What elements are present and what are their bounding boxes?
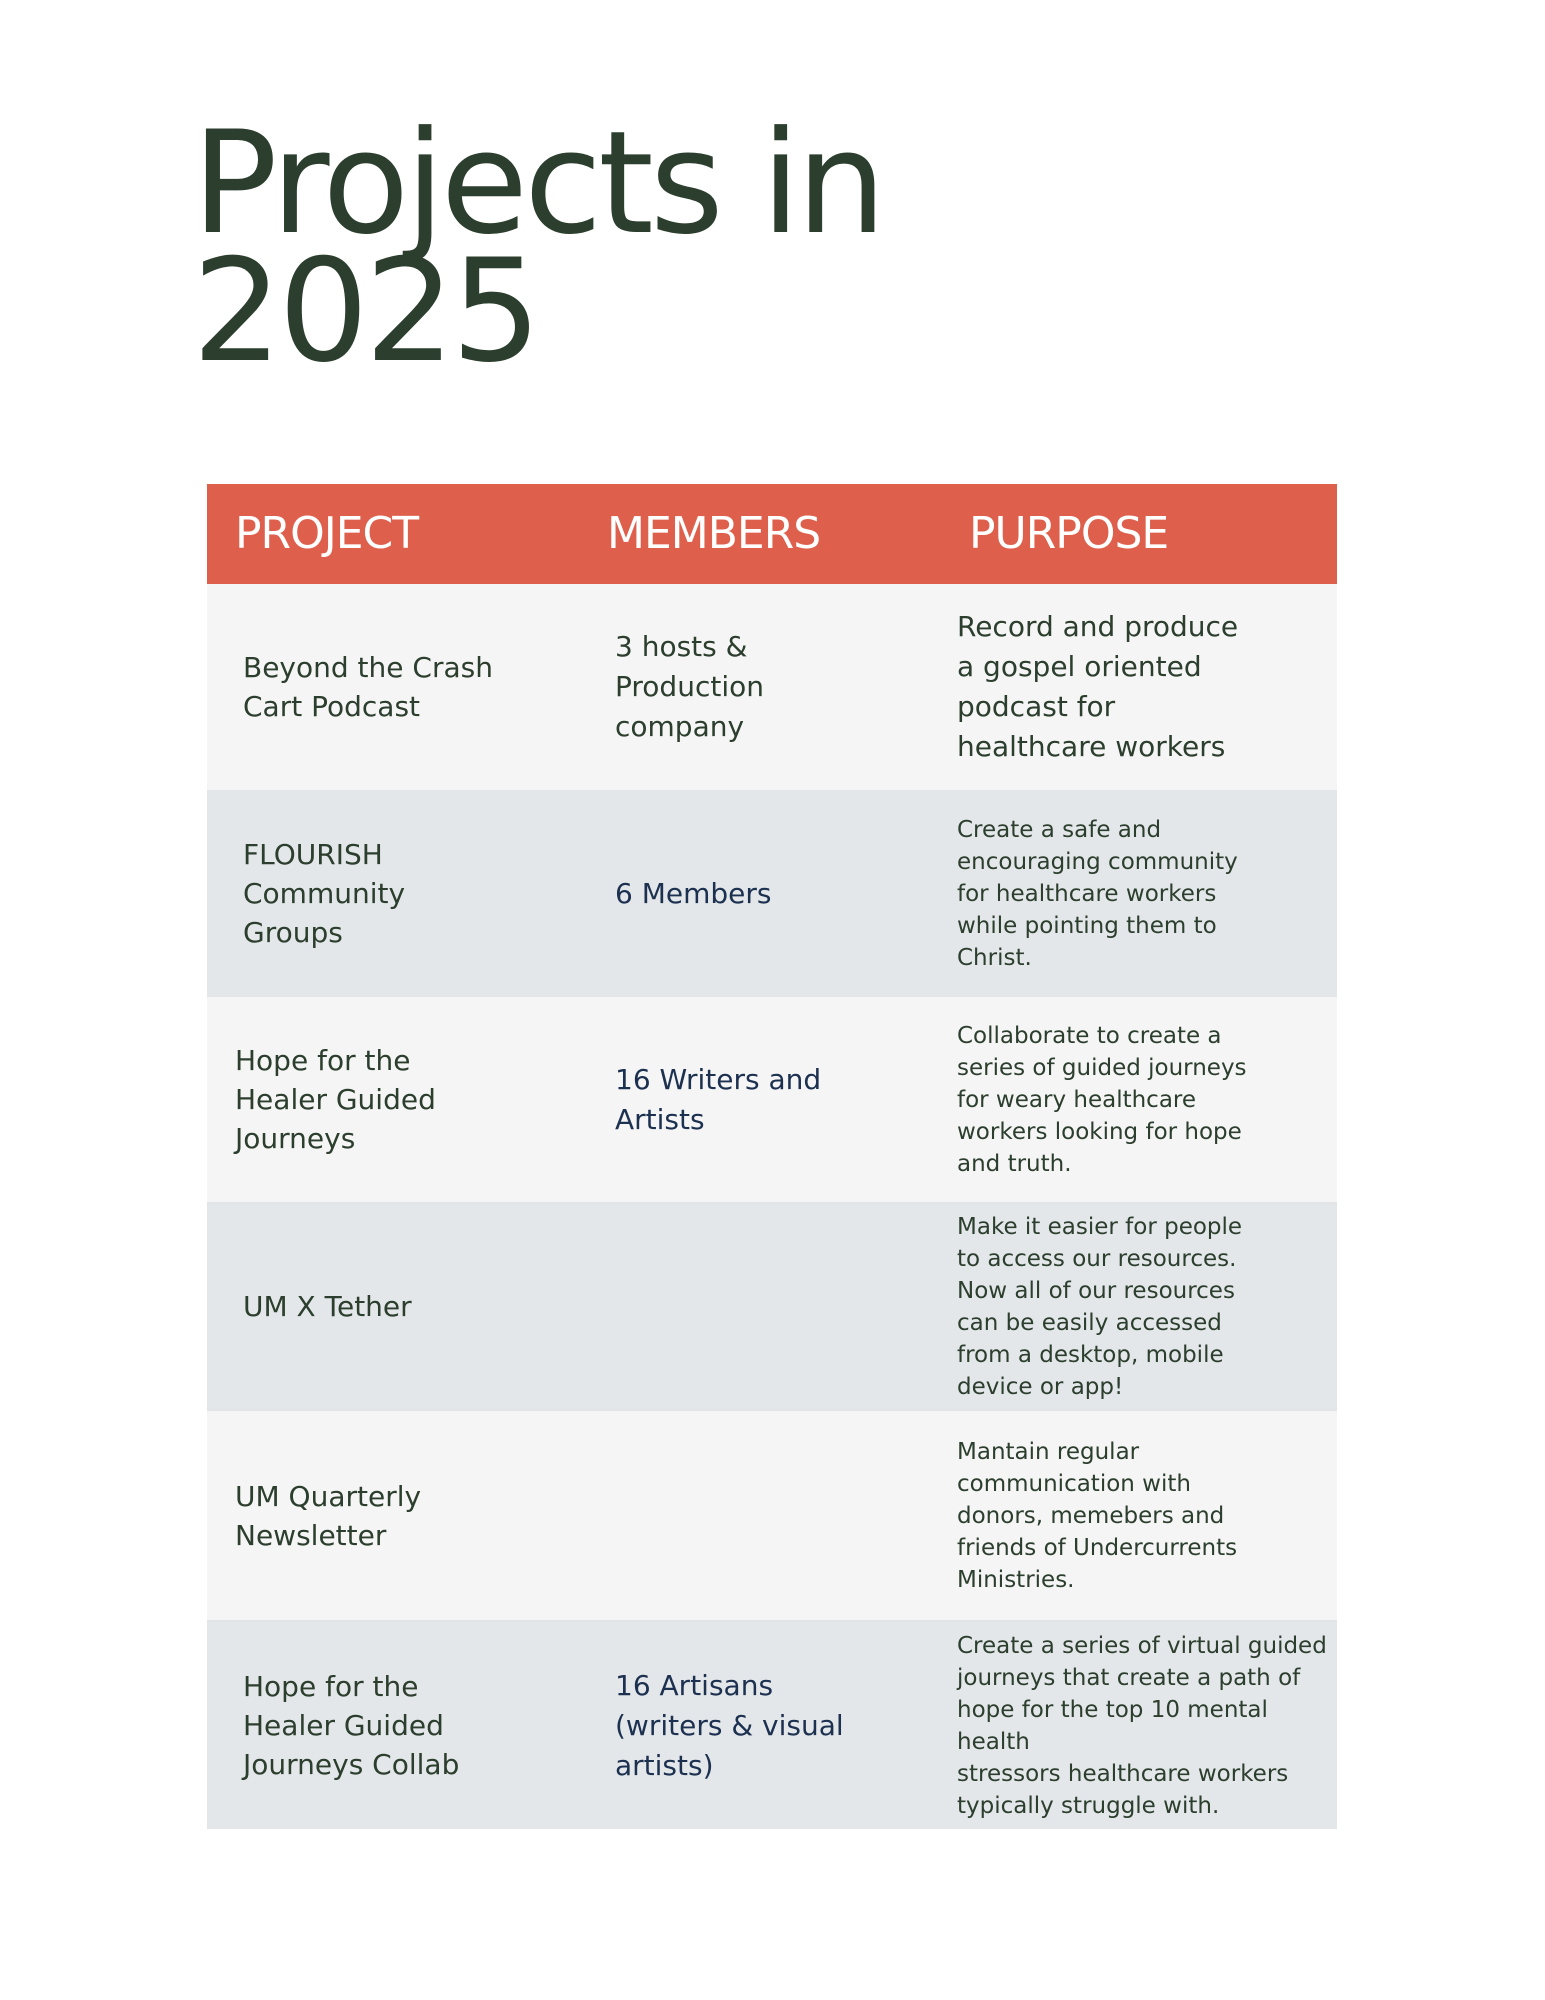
purpose-line: communication with	[957, 1470, 1191, 1497]
page-title-line-2: 2025	[192, 229, 538, 394]
purpose-line: from a desktop, mobile	[957, 1341, 1224, 1368]
purpose-line: while pointing them to	[957, 912, 1217, 939]
project-line: Cart Podcast	[243, 690, 421, 723]
purpose-cell	[957, 1622, 1327, 1829]
page-title-line-1: Projects in	[192, 101, 883, 266]
purpose-line: stressors healthcare workers	[957, 1760, 1289, 1787]
table-header	[207, 484, 1337, 584]
members-line: Production	[615, 670, 764, 703]
project-cell	[243, 584, 563, 790]
project-cell	[243, 1622, 563, 1829]
header-members: MEMBERS	[607, 508, 821, 559]
project-line: UM Quarterly	[235, 1479, 422, 1513]
project-line: UM X Tether	[243, 1290, 412, 1323]
purpose-line: Collaborate to create a	[957, 1022, 1222, 1049]
members-cell	[615, 790, 915, 997]
purpose-cell	[957, 584, 1327, 790]
purpose-line: to access our resources.	[957, 1245, 1237, 1272]
project-line: Healer Guided	[235, 1083, 436, 1116]
project-line: Hope for the	[243, 1670, 419, 1703]
purpose-cell	[957, 790, 1327, 997]
project-line: FLOURISH	[243, 838, 383, 871]
members-line: 6 Members	[615, 876, 772, 910]
purpose-cell	[957, 997, 1327, 1202]
project-cell	[243, 790, 563, 997]
purpose-cell	[957, 1411, 1327, 1620]
table-row	[207, 1202, 1337, 1409]
purpose-line: Create a safe and	[957, 816, 1162, 843]
purpose-line: podcast for	[957, 690, 1116, 723]
purpose-line: series of guided journeys	[957, 1054, 1247, 1081]
project-cell	[243, 1204, 563, 1409]
members-cell	[615, 584, 915, 790]
header-purpose: PURPOSE	[969, 508, 1169, 559]
purpose-line: a gospel oriented	[957, 650, 1202, 683]
table-row	[207, 1620, 1337, 1829]
members-cell	[615, 1204, 915, 1409]
table-row	[207, 1409, 1337, 1620]
purpose-line: Ministries.	[957, 1566, 1075, 1593]
project-line: Healer Guided	[243, 1709, 444, 1742]
purpose-line: Record and produce	[957, 610, 1239, 643]
purpose-line: Create a series of virtual guided	[957, 1632, 1327, 1659]
purpose-line: Christ.	[957, 944, 1032, 971]
purpose-line: and truth.	[957, 1150, 1072, 1177]
purpose-line: encouraging community	[957, 848, 1238, 875]
table-row	[207, 584, 1337, 790]
members-line: Artists	[615, 1102, 705, 1136]
members-line: (writers & visual	[615, 1708, 844, 1742]
purpose-line: typically struggle with.	[957, 1792, 1220, 1819]
project-line: Journeys	[235, 1122, 356, 1155]
members-line: company	[615, 710, 745, 743]
members-cell	[615, 997, 915, 1202]
projects-table	[207, 484, 1337, 1829]
project-cell	[235, 1411, 555, 1620]
purpose-cell	[957, 1204, 1327, 1409]
purpose-line: Mantain regular	[957, 1438, 1140, 1465]
purpose-line: for weary healthcare	[957, 1086, 1197, 1113]
purpose-line: workers looking for hope	[957, 1118, 1242, 1145]
members-cell	[615, 1411, 915, 1620]
header-project: PROJECT	[235, 508, 419, 559]
purpose-line: donors, memebers and	[957, 1502, 1225, 1529]
members-line: 16 Writers and	[615, 1062, 822, 1096]
project-line: Journeys Collab	[243, 1748, 460, 1781]
project-line: Community	[243, 877, 406, 910]
purpose-line: Make it easier for people	[957, 1213, 1243, 1240]
purpose-line: for healthcare workers	[957, 880, 1217, 907]
project-line: Hope for the	[235, 1044, 411, 1077]
table-row	[207, 997, 1337, 1202]
purpose-line: friends of Undercurrents	[957, 1534, 1238, 1561]
page-title	[192, 101, 883, 394]
purpose-line: hope for the top 10 mental health	[957, 1696, 1268, 1755]
members-line: 16 Artisans	[615, 1668, 774, 1702]
table-row	[207, 790, 1337, 997]
project-line: Beyond the Crash	[243, 651, 493, 684]
purpose-line: healthcare workers	[957, 730, 1226, 763]
project-line: Newsletter	[235, 1518, 387, 1552]
purpose-line: journeys that create a path of	[957, 1664, 1301, 1691]
project-cell	[235, 997, 555, 1202]
purpose-line: device or app!	[957, 1373, 1124, 1400]
purpose-line: Now all of our resources	[957, 1277, 1235, 1304]
members-line: 3 hosts &	[615, 630, 748, 663]
members-line: artists)	[615, 1748, 714, 1782]
project-line: Groups	[243, 916, 343, 949]
purpose-line: can be easily accessed	[957, 1309, 1222, 1336]
members-cell	[615, 1622, 915, 1829]
